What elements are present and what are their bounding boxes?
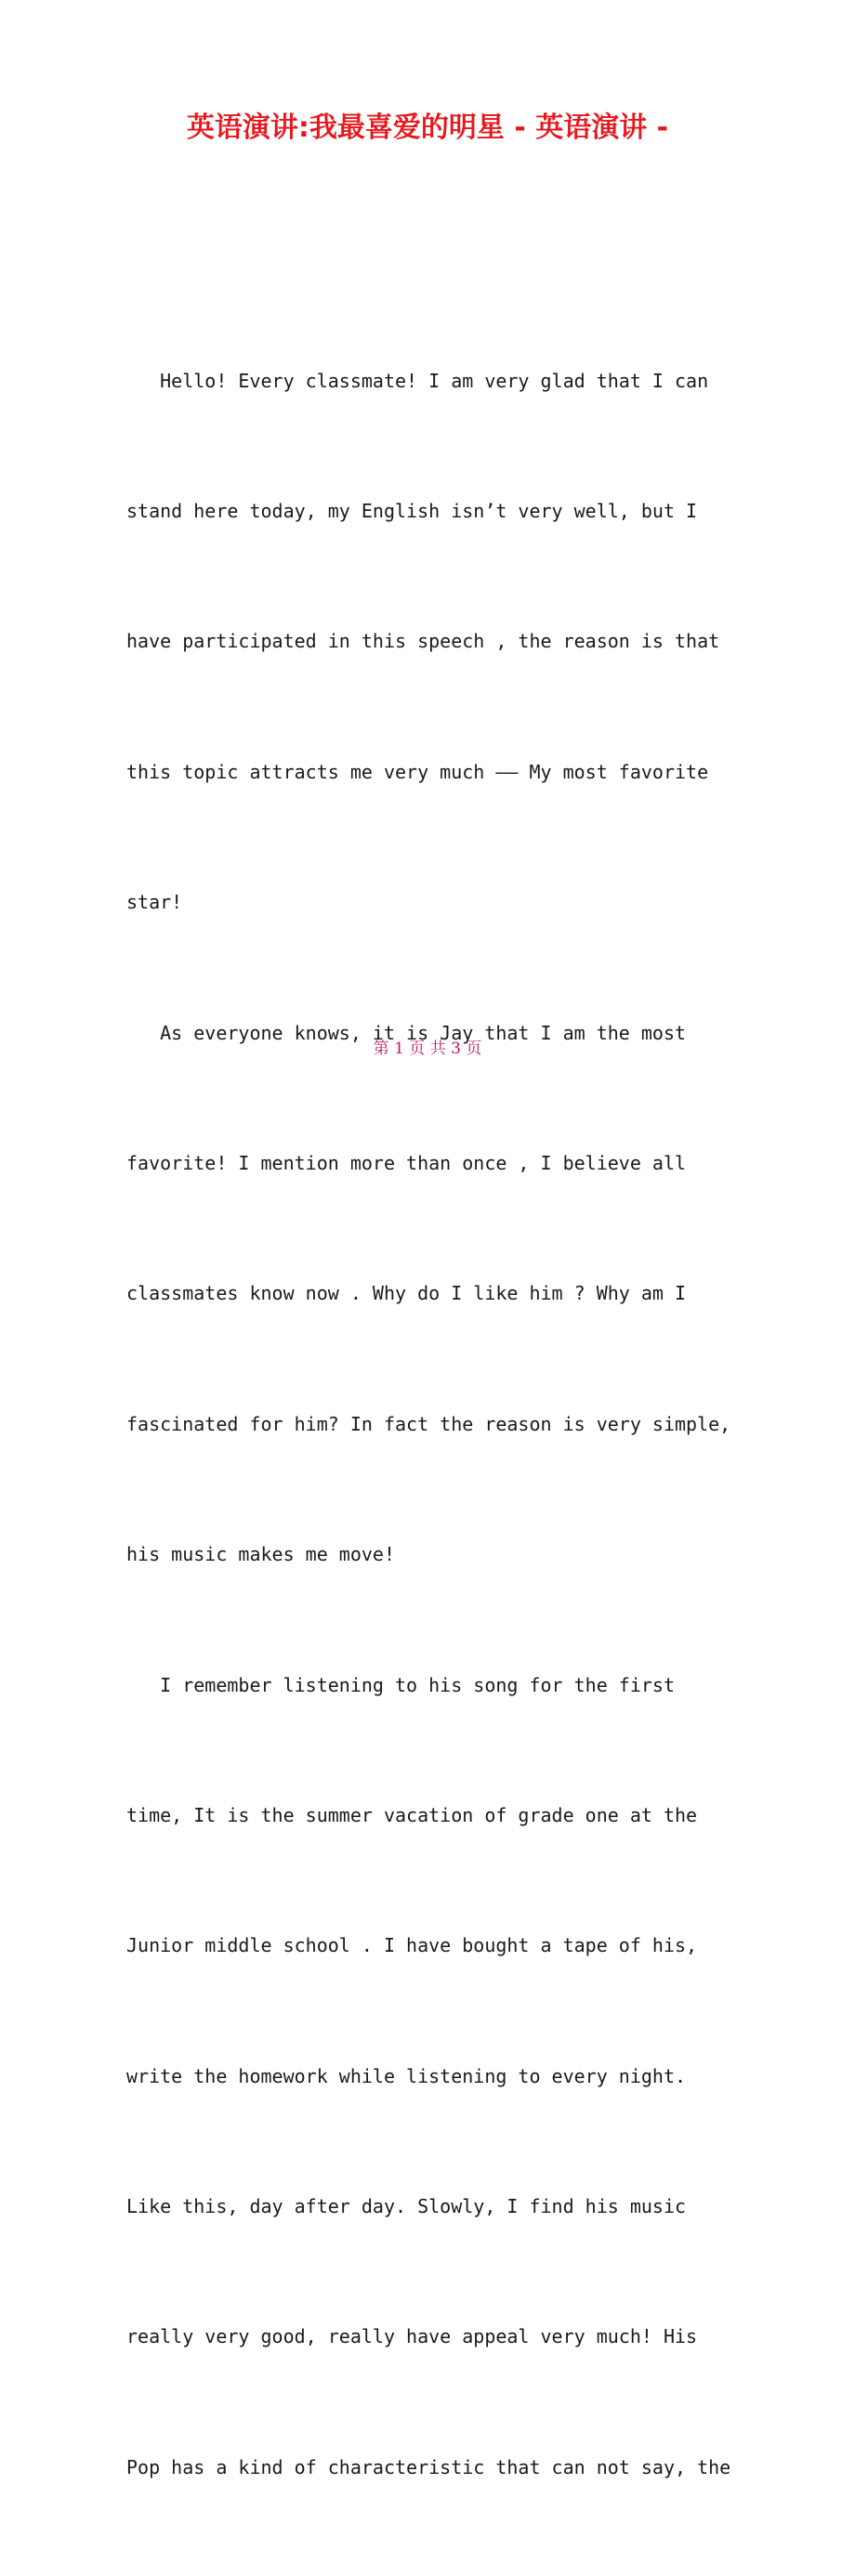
body-line: star! bbox=[126, 891, 183, 914]
body-line: Like this, day after day. Slowly, I find his music bbox=[126, 2195, 687, 2218]
body-line: write the homework while listening to every night. bbox=[126, 2064, 687, 2087]
document-title: 英语演讲:我最喜爱的明星 - 英语演讲 - bbox=[186, 111, 669, 144]
body-line: this topic attracts me very much —— My most favorite bbox=[126, 760, 709, 783]
body-line: his music makes me move! bbox=[126, 1543, 395, 1566]
body-line: favorite! I mention more than once , I believe all bbox=[126, 1151, 687, 1174]
body-line: I remember listening to his song for the first bbox=[126, 1673, 676, 1696]
body-line: have participated in this speech , the reason is that bbox=[126, 630, 720, 653]
body-line: classmates know now . Why do I like him ? Why am I bbox=[126, 1282, 687, 1305]
document-body bbox=[126, 272, 732, 2576]
page-number-footer: 第 1 页 共 3 页 bbox=[373, 1040, 482, 1058]
body-line: As everyone knows, it is Jay that I am the most bbox=[126, 1021, 687, 1044]
body-line: time, It is the summer vacation of grade one at the bbox=[126, 1803, 698, 1826]
body-line: Hello! Every classmate! I am very glad that I can bbox=[126, 369, 709, 392]
body-line: stand here today, my English isn’t very well, but I bbox=[126, 499, 698, 522]
body-line: fascinated for him? In fact the reason is very simple, bbox=[126, 1412, 731, 1435]
body-line: Pop has a kind of characteristic that can not say, the bbox=[126, 2455, 731, 2478]
body-line: really very good, really have appeal very much! His bbox=[126, 2325, 698, 2348]
body-line: Junior middle school . I have bought a tape of his, bbox=[126, 1934, 698, 1957]
